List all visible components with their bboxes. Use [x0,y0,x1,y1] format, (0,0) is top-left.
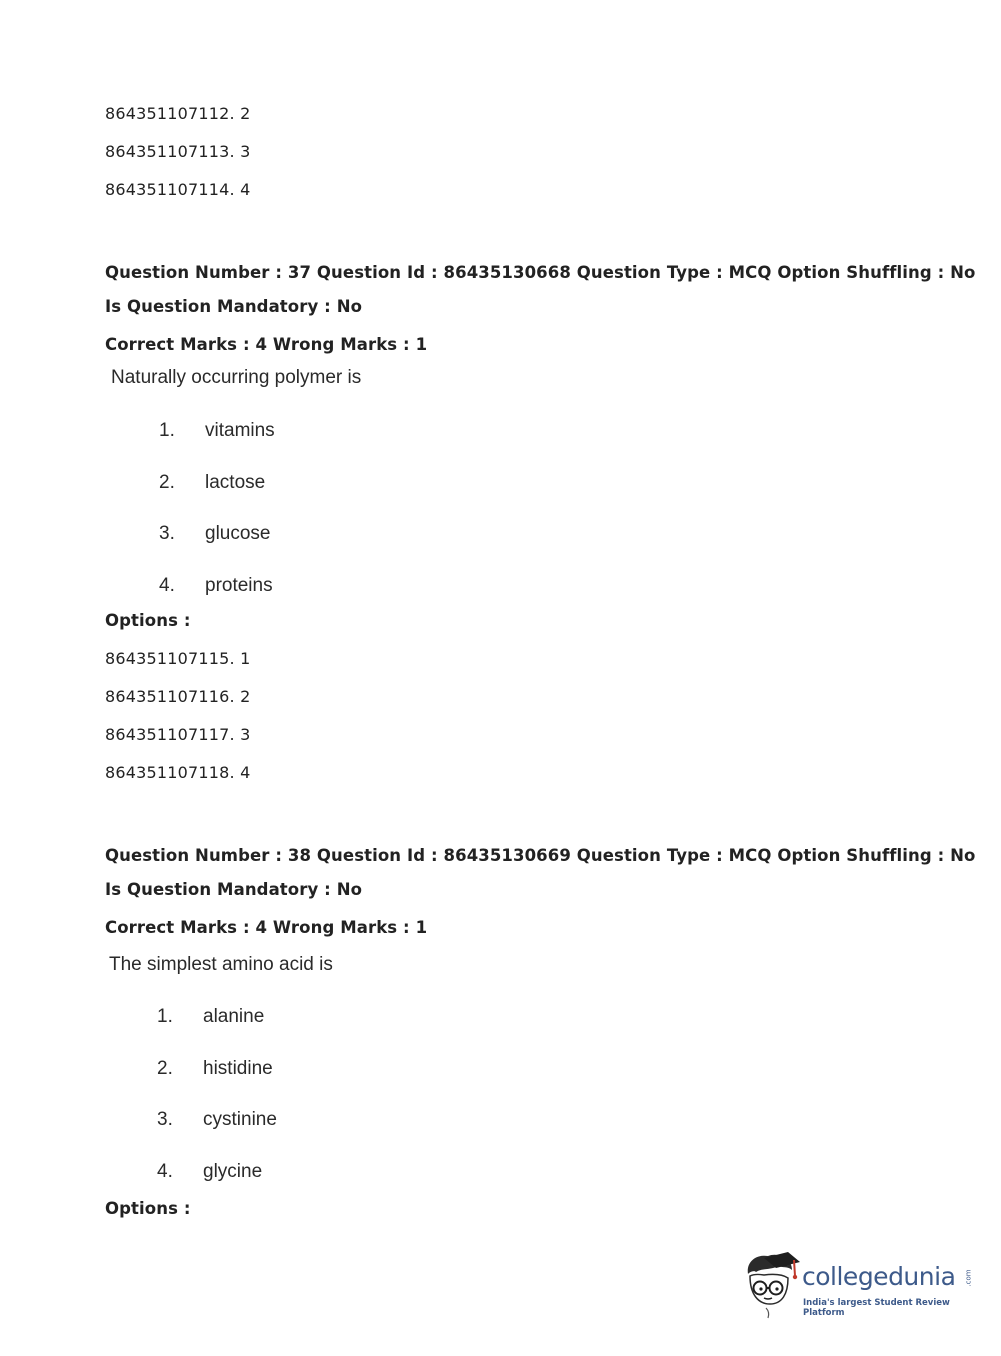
choice-number: 3. [159,523,175,544]
choice-label: histidine [203,1058,273,1079]
choice-number: 2. [157,1058,173,1079]
question-37-option-4: 864351107118. 4 [105,763,251,782]
choice-number: 3. [157,1109,173,1130]
question-38-marks: Correct Marks : 4 Wrong Marks : 1 [105,918,428,937]
question-38-choice-4 [157,1161,262,1183]
question-37-mandatory: Is Question Mandatory : No [105,297,363,316]
question-37-option-3: 864351107117. 3 [105,725,251,744]
choice-label: alanine [203,1006,265,1027]
choice-label: lactose [205,472,266,493]
question-38-text: The simplest amino acid is [109,954,333,975]
choice-label: vitamins [205,420,275,441]
prev-option-3: 864351107113. 3 [105,142,251,161]
question-38-mandatory: Is Question Mandatory : No [105,880,363,899]
question-38-choice-2 [157,1058,273,1080]
prev-option-2: 864351107112. 2 [105,104,251,123]
question-37-options-label: Options : [105,611,191,630]
choice-number: 1. [159,420,175,441]
choice-number: 2. [159,472,175,493]
question-37-header: Question Number : 37 Question Id : 86435130668 Question Type : MCQ Option Shuffling : No [105,263,976,282]
logo-brand-text: collegedunia [802,1262,956,1291]
collegedunia-logo[interactable] [742,1248,982,1320]
question-38-header: Question Number : 38 Question Id : 86435130669 Question Type : MCQ Option Shuffling : No [105,846,976,865]
choice-label: proteins [205,575,273,596]
question-37-marks: Correct Marks : 4 Wrong Marks : 1 [105,335,428,354]
logo-brand-suffix: .com [964,1269,973,1287]
choice-label: glycine [203,1161,263,1182]
prev-option-4: 864351107114. 4 [105,180,251,199]
question-37-choice-3 [159,523,271,545]
question-37-choice-1 [159,420,275,442]
choice-number: 4. [157,1161,173,1182]
choice-label: glucose [205,523,271,544]
question-37-choice-2 [159,472,265,494]
choice-label: cystinine [203,1109,277,1130]
logo-tagline: India's largest Student Review Platform [803,1298,950,1318]
question-38-choice-1 [157,1006,264,1028]
question-38-options-label: Options : [105,1199,191,1218]
question-37-option-1: 864351107115. 1 [105,649,251,668]
question-37-option-2: 864351107116. 2 [105,687,251,706]
question-38-choice-3 [157,1109,277,1131]
choice-number: 1. [157,1006,173,1027]
choice-number: 4. [159,575,175,596]
question-37-choice-4 [159,575,273,597]
mascot-icon [742,1248,804,1320]
question-37-text: Naturally occurring polymer is [111,367,362,388]
